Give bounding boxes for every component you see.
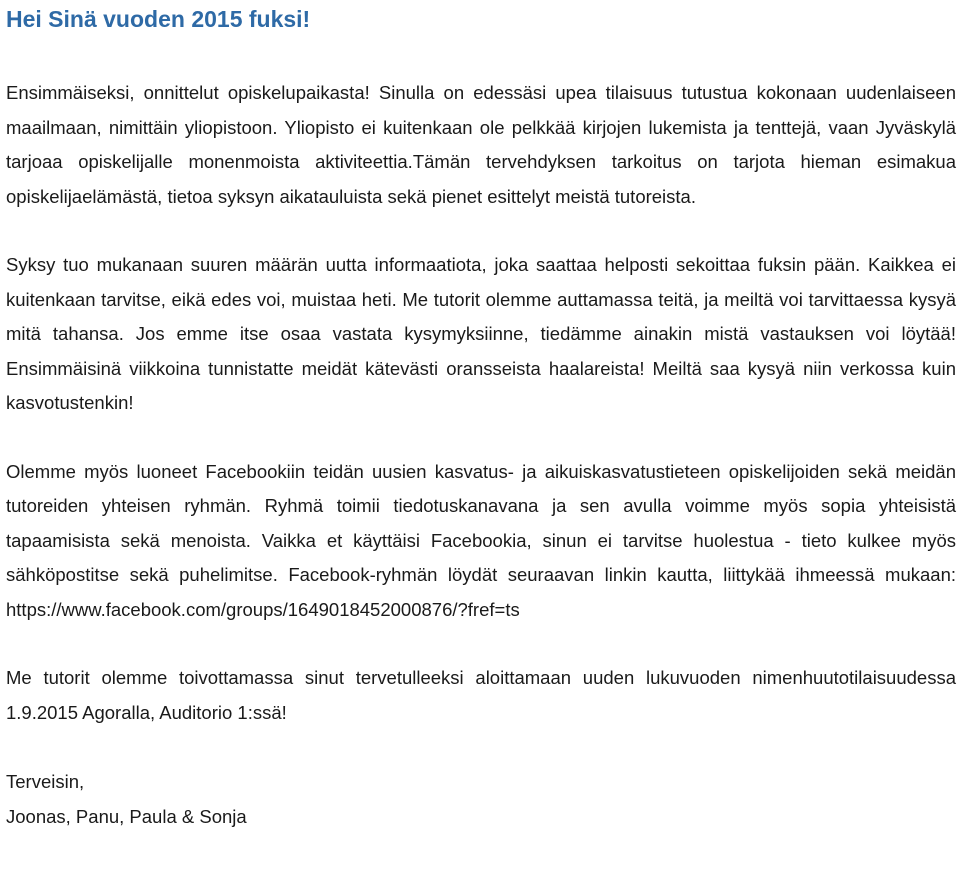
page-title: Hei Sinä vuoden 2015 fuksi! — [6, 6, 311, 32]
paragraph-facebook-group: Olemme myös luoneet Facebookiin teidän uusien kasvatus- ja aikuiskasvatustieteen opiskelijoiden sekä meidän tutoreiden yhteisen ryhmän. Ryhmä toimii tiedotuskanavana ja sen avulla voimme myös sopia yhteisistä tapaamisista sekä menoista. Vaikka et käyttäisi Facebookia, sinun ei tarvitse huolestua - tieto kulkee myös sähköpostitse sekä puhelimitse. Facebook-ryhmän löydät seuraavan linkin kautta, liittykää ihmeessä mukaan: https://www.facebook.com/groups/1649018452000876/?fref=ts — [6, 460, 956, 620]
paragraph-autumn-info: Syksy tuo mukanaan suuren määrän uutta informaatiota, joka saattaa helposti sekoittaa fuksin pään. Kaikkea ei kuitenkaan tarvitse, eikä edes voi, muistaa heti. Me tutorit olemme auttamassa teitä, ja meiltä voi tarvittaessa kysyä mitä tahansa. Jos emme itse osaa vastata kysymyksiinne, tiedämme ainakin mistä vastauksen voi löytää! Ensimmäisinä viikkoina tunnistatte meidät kätevästi oransseista haalareista! Meiltä saa kysyä niin verkossa kuin kasvotustenkin! — [6, 254, 956, 413]
letter-page — [6, 0, 956, 834]
signature: Joonas, Panu, Paula & Sonja — [6, 805, 247, 827]
paragraph-intro: Ensimmäiseksi, onnittelut opiskelupaikasta! Sinulla on edessäsi upea tilaisuus tutustua kokonaan uudenlaiseen maailmaan, nimittäin yliopistoon. Yliopisto ei kuitenkaan ole pelkkää kirjojen lukemista ja tenttejä, vaan Jyväskylä tarjoaa opiskelijalle monenmoista aktiviteettia.Tämän tervehdyksen tarkoitus on tarjota hieman esimakua opiskelijaelämästä, tietoa syksyn aikatauluista sekä pienet esittelyt meistä tutoreista. — [6, 82, 956, 207]
paragraph-welcome-event: Me tutorit olemme toivottamassa sinut tervetulleeksi aloittamaan uuden lukuvuoden nimenhuutotilaisuudessa 1.9.2015 Agoralla, Auditorio 1:ssä! — [6, 667, 956, 723]
closing-greeting: Terveisin, — [6, 771, 85, 792]
